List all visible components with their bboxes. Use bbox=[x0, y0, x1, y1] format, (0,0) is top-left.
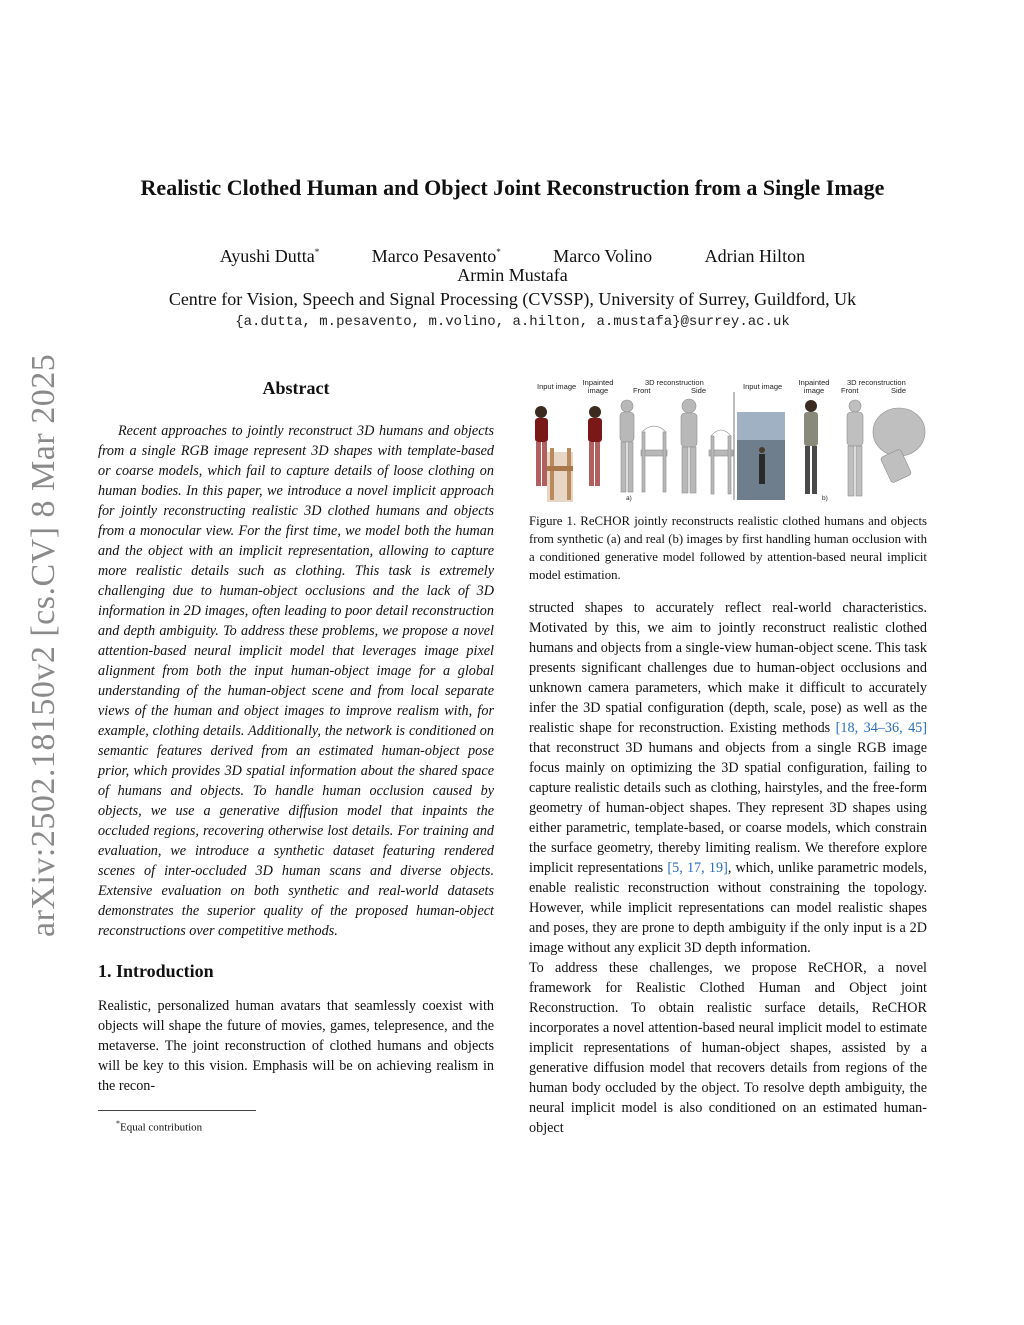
figure-label-inpainted-b: Inpainted image bbox=[798, 378, 830, 395]
figure-tag-b: b) bbox=[822, 495, 828, 502]
paper-title: Realistic Clothed Human and Object Joint Reconstruction from a Single Image bbox=[140, 175, 885, 200]
figure-label-front-a: Front bbox=[633, 386, 651, 395]
author: Adrian Hilton bbox=[704, 246, 806, 266]
synthetic-inpainted-image bbox=[588, 406, 602, 486]
figure-label-input-b: Input image bbox=[743, 382, 783, 391]
figure-caption: Figure 1. ReCHOR jointly reconstructs realistic clothed humans and objects from synthetic (a) and real (b) images by first handling human occlusion with a conditioned generative model followed by attention-based neural implicit model estimation. bbox=[529, 514, 927, 582]
author: Ayushi Dutta* bbox=[219, 246, 320, 266]
figure-label-reconstruction-b: 3D reconstruction bbox=[847, 378, 906, 387]
footnote: *Equal contribution bbox=[116, 1119, 203, 1134]
figure-label-reconstruction-a: 3D reconstruction bbox=[645, 378, 704, 387]
right-column bbox=[529, 374, 927, 1138]
figure-illustration bbox=[529, 392, 927, 504]
synthetic-reconstruction bbox=[620, 399, 733, 494]
introduction-continued-text: structed shapes to accurately reflect real-world characteristics. Motivated by this, we aim to jointly reconstruct realistic clothed humans and objects from a single-view human-object scene. This task presents significant challenges due to human-object occlusions and unknown camera parameters, which make it difficult to accurately infer the 3D spatial configuration (depth, scale, pose) as well as the realistic shape for reconstruction. Existing methods [18, 34–36, 45] that reconstruct 3D humans and objects from a single RGB image focus mainly on optimizing the 3D spatial configuration, failing to capture realistic details such as clothing, hairstyles, and the free-form geometry of human-object shapes. They represent 3D shapes using either parametric, template-based, or coarse models, which constrain the surface geometry, thereby limiting realism. We therefore explore implicit representations [5, 17, 19], which, unlike parametric models, enable realistic reconstruction without constraining the topology. However, while implicit representations can model realistic shapes and poses, they are prone to depth ambiguity if the only input is a 2D image without any explicit 3D depth information. bbox=[529, 600, 928, 956]
real-reconstruction bbox=[847, 400, 925, 496]
introduction-paragraph-2: To address these challenges, we propose ReCHOR, a novel framework for Realistic Clothed Human and Object joint Reconstruction. To obtain realistic surface details, ReCHOR incorporates a novel attention-based neural implicit model to estimate implicit representations of human-object shapes, assisted by a generative diffusion model that recovers details from regions of the human body occluded by the object. To resolve depth ambiguity, the neural implicit model is also conditioned on an estimated human-object bbox=[529, 960, 927, 1136]
left-column bbox=[98, 378, 494, 1135]
figure-label-side-b: Side bbox=[891, 386, 907, 395]
author: Armin Mustafa bbox=[457, 265, 568, 285]
citation-link[interactable]: [5, 17, 19] bbox=[667, 860, 728, 876]
author-emails: {a.dutta, m.pesavento, m.volino, a.hilton, a.mustafa}@surrey.ac.uk bbox=[235, 314, 790, 330]
figure-1 bbox=[529, 374, 927, 504]
abstract-text: Recent approaches to jointly reconstruct 3D humans and objects from a single RGB image represent 3D shapes with template-based or coarse models, which fail to capture details of loose clothing on human bodies. In this paper, we introduce a novel implicit approach for jointly reconstructing realistic 3D clothed humans and objects from a monocular view. For the first time, we model both the human and the object with an implicit representation, allowing to capture more realistic details such as clothing. This task is extremely challenging due to human-object occlusions and the lack of 3D information in 2D images, often leading to poor detail reconstruction and depth ambiguity. To address these problems, we propose a novel attention-based neural implicit model that leverages image pixel alignment from both the input human-object image for a global understanding of the human-object scene and from local separate views of the human and object images to improve realism with, for example, clothing details. Additionally, the network is conditioned on semantic features derived from an estimated human-object pose prior, which provides 3D spatial information about the shared space of humans and objects. To handle human occlusion caused by objects, we use a generative diffusion model that inpaints the occluded regions, recovering otherwise lost details. For training and evaluation, we introduce a synthetic dataset featuring rendered scenes of inter-occluded 3D human scans and diverse objects. Extensive evaluation on both synthetic and real-world datasets demonstrates the superior quality of the proposed human-object reconstructions over competitive methods. bbox=[98, 423, 494, 939]
affiliation: Centre for Vision, Speech and Signal Processing (CVSSP), University of Surrey, Guildford, Uk bbox=[168, 289, 857, 309]
synthetic-input-image bbox=[535, 406, 573, 502]
real-inpainted-image bbox=[804, 400, 818, 494]
figure-label-inpainted-a: Inpainted image bbox=[582, 378, 614, 395]
citation-link[interactable]: [18, 34–36, 45] bbox=[835, 720, 928, 736]
section-heading-introduction: 1. Introduction bbox=[98, 961, 214, 981]
introduction-text: Realistic, personalized human avatars that seamlessly coexist with objects will shape the future of movies, games, telepresence, and the metaverse. The joint reconstruction of clothed humans and objects will be key to this vision. Emphasis will be on achieving realism in the recon- bbox=[98, 998, 494, 1094]
arxiv-identifier: arXiv:2502.18150v2 [cs.CV] 8 Mar 2025 bbox=[25, 353, 62, 937]
figure-label-input-a: Input image bbox=[537, 382, 577, 391]
abstract-heading: Abstract bbox=[262, 378, 330, 398]
figure-label-side-a: Side bbox=[691, 386, 707, 395]
author: Marco Volino bbox=[553, 246, 653, 266]
real-input-image bbox=[737, 412, 785, 500]
author: Marco Pesavento* bbox=[371, 246, 501, 266]
figure-label-front-b: Front bbox=[841, 386, 859, 395]
figure-tag-a: a) bbox=[626, 495, 632, 502]
footnote-divider bbox=[98, 1110, 256, 1111]
